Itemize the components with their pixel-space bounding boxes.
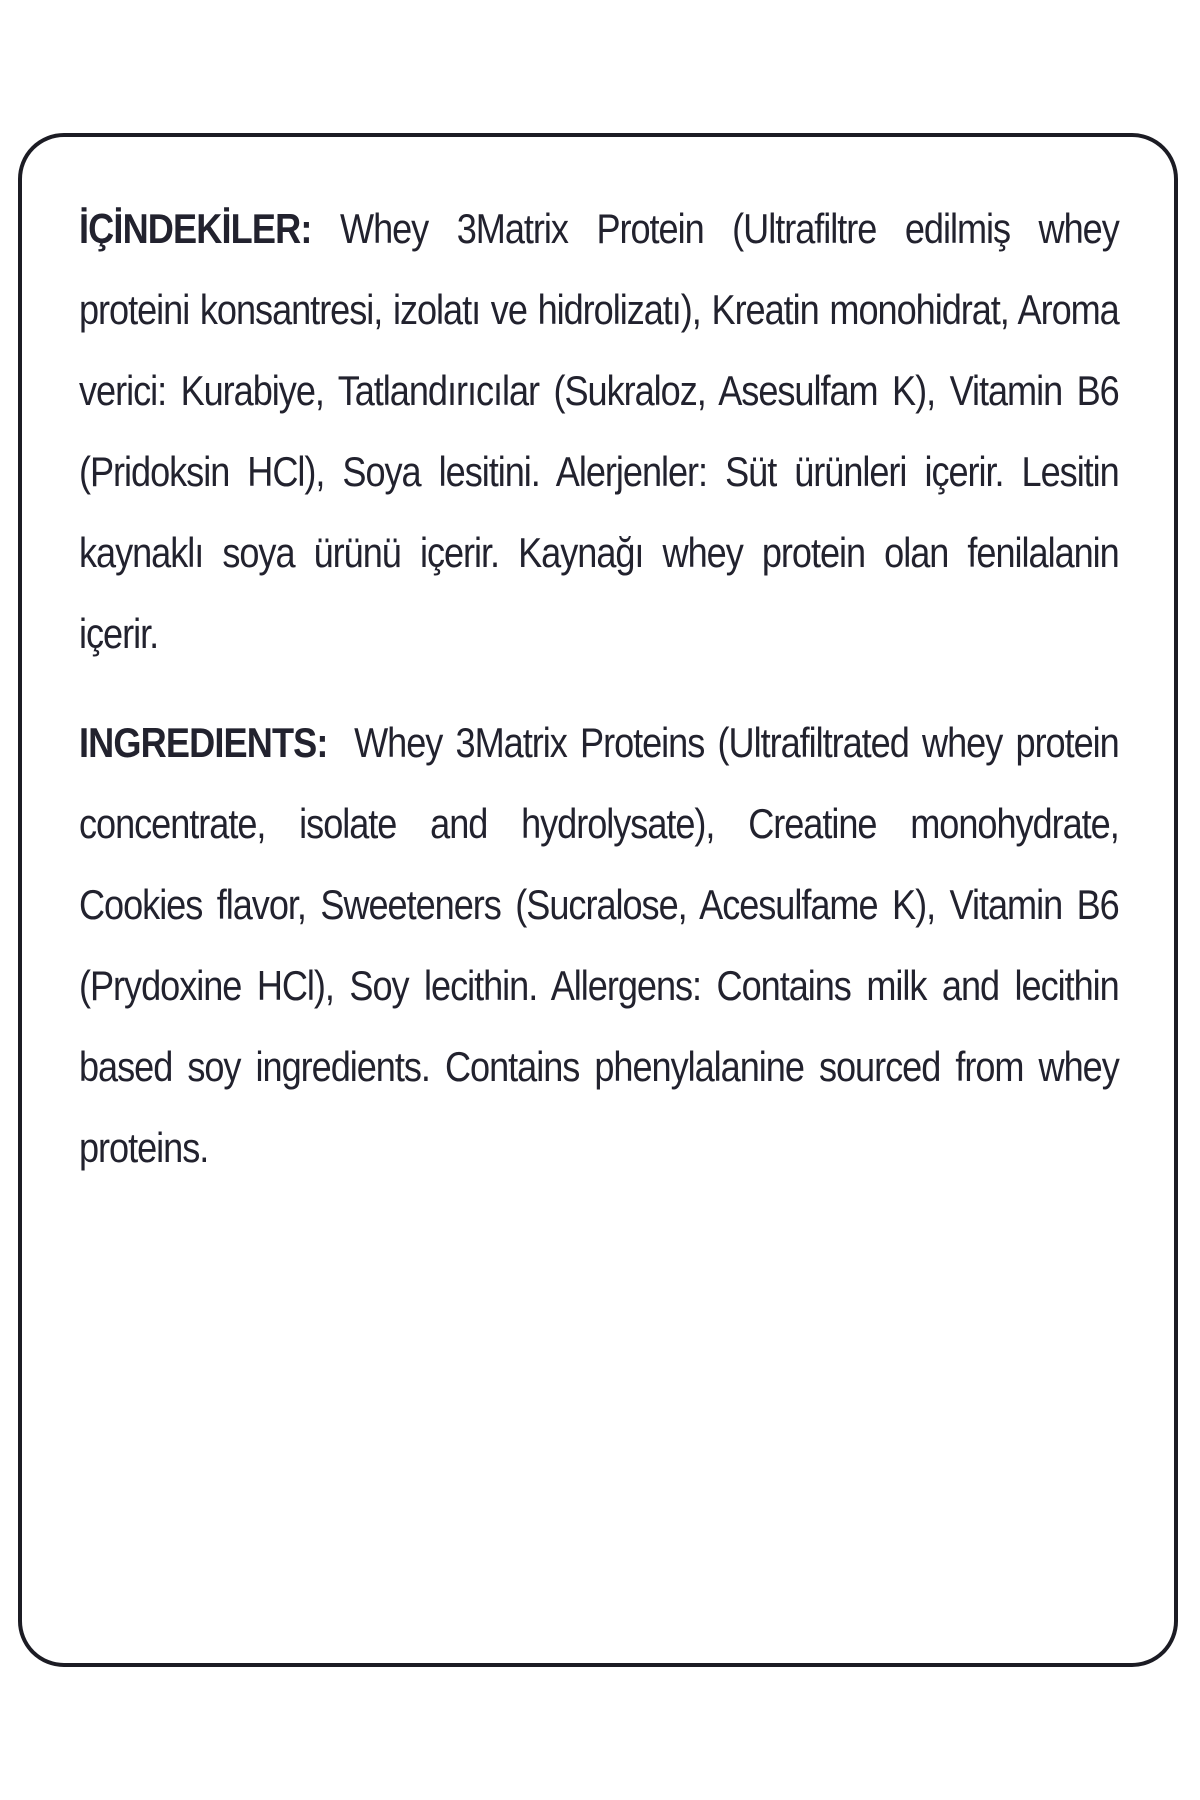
turkish-ingredients-paragraph: [79, 188, 1119, 674]
english-ingredients-paragraph: [79, 702, 1128, 1188]
english-ingredients-heading: INGREDIENTS:: [79, 719, 328, 766]
ingredients-content: [79, 188, 1128, 1216]
turkish-ingredients-heading: İÇİNDEKİLER:: [79, 205, 312, 252]
english-ingredients-text: Whey 3Matrix Proteins (Ultrafiltrated whey protein concentrate, isolate and hydrolysate), Creatine monohydrate, Cookies flavor, Sweeteners (Sucralose, Acesulfame K), Vitamin B6 (Prydoxine HCl), Soy lecithin. Allergens: Contains milk and lecithin based soy ingredients. Contains phenylalanine sourced from whey proteins.: [79, 719, 1128, 1171]
turkish-ingredients-text: Whey 3Matrix Protein (Ultrafiltre edilmiş whey proteini konsantresi, izolatı ve hidrolizatı), Kreatin monohidrat, Aroma verici: Kurabiye, Tatlandırıcılar (Sukraloz, Asesulfam K), Vitamin B6 (Pridoksin HCl), Soya lesitini. Alerjenler: Süt ürünleri içerir. Lesitin kaynaklı soya ürünü içerir. Kaynağı whey protein olan fenilalanin içerir.: [79, 205, 1119, 657]
